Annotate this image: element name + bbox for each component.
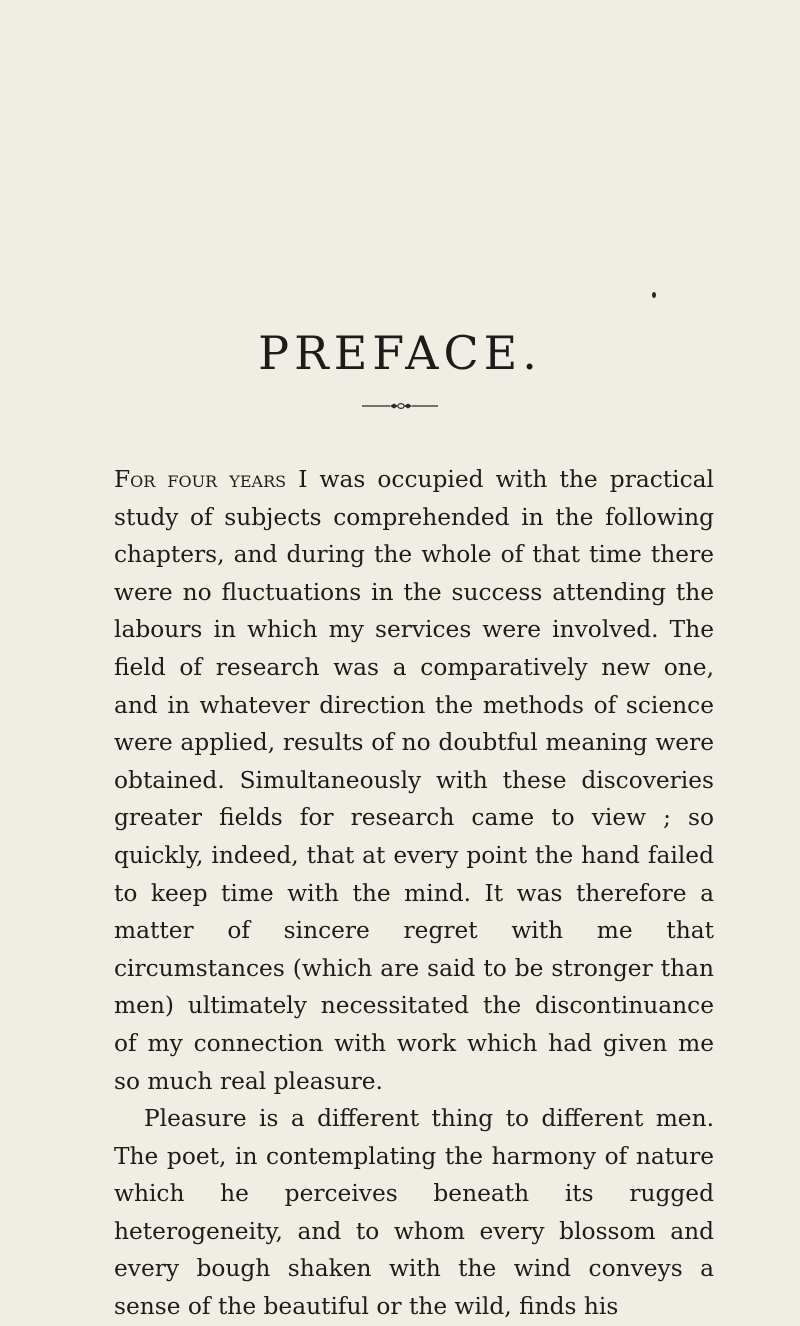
ink-speck (652, 292, 656, 298)
paragraph (114, 461, 714, 1100)
paragraph-text: Pleasure is a different thing to different men. The poet, in contemplating the harmony of nature which he perceives beneath its rugged heterogeneity, and to whom every blossom and every bough shaken with the wind conveys a sense of the beautiful or the wild, finds his (114, 1105, 714, 1321)
paragraph (114, 1100, 714, 1326)
paragraph-lead: For four years (114, 466, 287, 493)
page-title: PREFACE. (258, 326, 542, 380)
paragraph-text: I was occupied with the practical study of subjects comprehended in the following chapters, and during the whole of that time there were no fluctuations in the success attending the labours in which my services were involved. The field of research was a comparatively new one, and in whatever direction the methods of science were applied, results of no doubtful meaning were obtained. Simultaneously with these discoveries greater fields for research came to view ; so quickly, indeed, that at every point the hand failed to keep time with the mind. It was therefore a matter of sincere regret with me that circumstances (which are said to be stronger than men) ultimately necessitated the discontinuance of my connection with work which had given me so much real pleasure. (114, 466, 714, 1095)
preface-body (114, 395, 714, 1326)
